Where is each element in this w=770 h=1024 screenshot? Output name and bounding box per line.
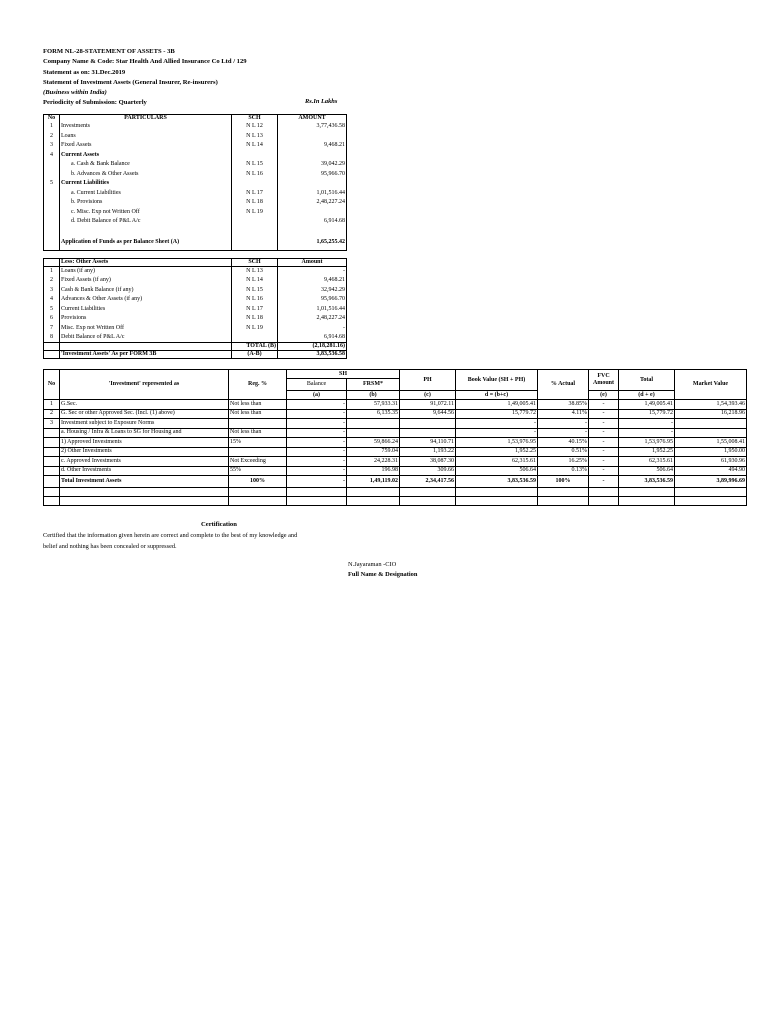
row-number: 6 <box>44 314 60 324</box>
row-amount: 39,042.29 <box>278 160 347 170</box>
row-amount: 1,65,255.42 <box>278 236 347 250</box>
row-frsm: 59,866.24 <box>347 438 400 448</box>
row-number <box>44 438 60 448</box>
row-market-value: 61,930.96 <box>675 457 747 467</box>
row-balance: - <box>287 409 347 419</box>
blank-row <box>44 497 747 506</box>
row-amount: 32,942.29 <box>278 286 347 296</box>
col-header-market-value: Market Value <box>675 370 747 400</box>
row-market-value <box>675 428 747 438</box>
row-sch: N L 14 <box>232 141 278 151</box>
row-book-value: 506.64 <box>456 466 538 476</box>
row-particulars: Loans (if any) <box>60 267 232 277</box>
col-header-book-value: Book Value (SH + PH) <box>456 370 538 391</box>
total-b-value: (2,18,281.16) <box>278 343 347 351</box>
row-amount: 95,966.70 <box>278 295 347 305</box>
row-actual: 38.85% <box>538 400 589 410</box>
row-actual: - <box>538 428 589 438</box>
row-reg: Not Exceeding <box>229 457 287 467</box>
col-header-amount: AMOUNT <box>278 115 347 123</box>
row-balance: - <box>287 466 347 476</box>
row-ph <box>400 419 456 429</box>
signature-block <box>348 560 417 580</box>
row-amount: 6,914.68 <box>278 217 347 227</box>
row-sch: N L 18 <box>232 198 278 208</box>
row-frsm <box>347 419 400 429</box>
row-actual: 40.15% <box>538 438 589 448</box>
col-header-sh: SH <box>287 370 400 379</box>
row-sch: N L 17 <box>232 189 278 199</box>
balance-sheet-rows <box>44 122 347 250</box>
col-header-investment: 'Investment' represented as <box>60 370 229 400</box>
row-reg: Not less than <box>229 409 287 419</box>
row-frsm <box>347 428 400 438</box>
row-ph: 38,087.30 <box>400 457 456 467</box>
total-total: 3,83,536.59 <box>619 476 675 488</box>
total-market-value: 3,89,996.69 <box>675 476 747 488</box>
col-label-b: (b) <box>347 391 400 400</box>
row-investment: c. Approved Investments <box>60 457 229 467</box>
row-reg: 55% <box>229 466 287 476</box>
table-row <box>44 466 747 476</box>
row-number: 1 <box>44 122 60 132</box>
table-row <box>44 457 747 467</box>
table-row <box>44 179 347 189</box>
row-reg: Not less than <box>229 400 287 410</box>
row-total: - <box>619 428 675 438</box>
row-particulars: a. Cash & Bank Balance <box>60 160 232 170</box>
row-particulars: Application of Funds as per Balance Sheet (A) <box>60 236 232 250</box>
total-book-value: 3,83,536.59 <box>456 476 538 488</box>
row-total: 15,779.72 <box>619 409 675 419</box>
row-ph: 91,072.11 <box>400 400 456 410</box>
table-row <box>44 122 347 132</box>
total-balance: - <box>287 476 347 488</box>
row-frsm: 759.04 <box>347 447 400 457</box>
row-number: 1 <box>44 400 60 410</box>
row-number: 7 <box>44 324 60 334</box>
row-balance: - <box>287 438 347 448</box>
table-row <box>44 276 347 286</box>
row-investment: G. Sec or other Approved Sec. (Incl. (1) above) <box>60 409 229 419</box>
balance-sheet-table <box>43 114 347 251</box>
investment-assets-label: 'Investment Assets' As per FORM 3B <box>60 351 232 359</box>
row-number: 3 <box>44 141 60 151</box>
table-row <box>44 217 347 227</box>
table-row <box>44 198 347 208</box>
signatory-designation: Full Name & Designation <box>348 571 418 578</box>
row-number <box>44 160 60 170</box>
row-book-value: 1,53,976.95 <box>456 438 538 448</box>
row-frsm: 57,933.31 <box>347 400 400 410</box>
row-sch <box>232 236 278 250</box>
col-header-frsm: FRSM* <box>347 379 400 391</box>
row-amount: 6,914.68 <box>278 333 347 343</box>
table-row <box>44 267 347 277</box>
blank-row <box>44 488 747 497</box>
col-header-ph: PH <box>400 370 456 391</box>
col-header-no: No <box>44 115 60 123</box>
row-balance: - <box>287 400 347 410</box>
investment-assets-value: 3,83,536.58 <box>278 351 347 359</box>
investment-table <box>43 369 747 506</box>
row-amount: - <box>278 324 347 334</box>
row-market-value: 1,950.00 <box>675 447 747 457</box>
col-header-reg: Reg. % <box>229 370 287 400</box>
row-sch: N L 17 <box>232 305 278 315</box>
row-amount <box>278 208 347 218</box>
row-investment: a. Housing / Infra & Loans to SG for Housing and <box>60 428 229 438</box>
row-fvc: - <box>589 409 619 419</box>
row-sch: N L 13 <box>232 132 278 142</box>
table-row <box>44 295 347 305</box>
row-number: 2 <box>44 132 60 142</box>
row-market-value: 16,218.96 <box>675 409 747 419</box>
row-book-value: 1,49,005.41 <box>456 400 538 410</box>
row-number <box>44 227 60 237</box>
form-header <box>43 47 247 109</box>
row-sch <box>232 217 278 227</box>
table-row <box>44 227 347 237</box>
row-amount: 9,468.21 <box>278 141 347 151</box>
table-row <box>44 409 747 419</box>
row-total: 1,53,976.95 <box>619 438 675 448</box>
row-number: 4 <box>44 295 60 305</box>
row-number: 3 <box>44 419 60 429</box>
row-market-value: 1,55,008.41 <box>675 438 747 448</box>
col-header-amount: Amount <box>278 259 347 267</box>
row-balance: - <box>287 447 347 457</box>
row-number: 2 <box>44 276 60 286</box>
table-row <box>44 333 347 343</box>
row-number <box>44 217 60 227</box>
row-number <box>44 447 60 457</box>
row-number: 3 <box>44 286 60 296</box>
table-row <box>44 324 347 334</box>
row-number <box>44 428 60 438</box>
row-total: - <box>619 419 675 429</box>
row-reg: Not less than <box>229 428 287 438</box>
col-label-a: (a) <box>287 391 347 400</box>
table-row <box>44 189 347 199</box>
row-ph <box>400 428 456 438</box>
other-assets-rows <box>44 267 347 343</box>
row-sch: N L 15 <box>232 160 278 170</box>
row-amount: 2,48,227.24 <box>278 198 347 208</box>
col-label-d: d = (b+c) <box>456 391 538 400</box>
total-ph: 2,34,417.56 <box>400 476 456 488</box>
row-particulars: Loans <box>60 132 232 142</box>
col-label-de: (d + e) <box>619 391 675 400</box>
row-amount: 95,966.70 <box>278 170 347 180</box>
row-ph: 1,193.22 <box>400 447 456 457</box>
row-sch: N L 15 <box>232 286 278 296</box>
row-amount: 1,01,516.44 <box>278 305 347 315</box>
row-total: 1,49,005.41 <box>619 400 675 410</box>
row-actual: 16.25% <box>538 457 589 467</box>
row-particulars: Current Liabilities <box>60 305 232 315</box>
row-investment: 1) Approved Investments <box>60 438 229 448</box>
table-row <box>44 314 347 324</box>
table-row <box>44 305 347 315</box>
row-fvc: - <box>589 457 619 467</box>
table-row <box>44 141 347 151</box>
row-investment: 2) Other Investments <box>60 447 229 457</box>
row-particulars: b. Provisions <box>60 198 232 208</box>
company-name: Company Name & Code: Star Health And Allied Insurance Co Ltd / 129 <box>43 58 247 66</box>
table-row <box>44 132 347 142</box>
row-amount: 2,48,227.24 <box>278 314 347 324</box>
row-particulars: Debit Balance of P&L A/c <box>60 333 232 343</box>
row-amount: 1,01,516.44 <box>278 189 347 199</box>
row-particulars: Investments <box>60 122 232 132</box>
row-fvc: - <box>589 438 619 448</box>
row-actual: 4.11% <box>538 409 589 419</box>
table-row <box>44 170 347 180</box>
investment-assets-sch: (A-B) <box>232 351 278 359</box>
row-particulars: Current Assets <box>60 151 232 161</box>
row-market-value <box>675 419 747 429</box>
row-total: 1,952.25 <box>619 447 675 457</box>
row-number: 1 <box>44 267 60 277</box>
row-number: 2 <box>44 409 60 419</box>
row-particulars: a. Current Liabilities <box>60 189 232 199</box>
row-sch <box>232 333 278 343</box>
row-particulars: Cash & Bank Balance (if any) <box>60 286 232 296</box>
table-row <box>44 236 347 250</box>
certification-line: belief and nothing has been concealed or suppressed. <box>43 543 177 550</box>
signatory-name: N.Jayaraman -CIO <box>348 561 397 568</box>
row-sch: N L 19 <box>232 208 278 218</box>
row-book-value: 1,952.25 <box>456 447 538 457</box>
form-title: FORM NL-28-STATEMENT OF ASSETS - 3B <box>43 48 175 55</box>
row-sch: N L 14 <box>232 276 278 286</box>
row-number <box>44 198 60 208</box>
row-number <box>44 208 60 218</box>
table-row <box>44 208 347 218</box>
col-label-c: (c) <box>400 391 456 400</box>
total-reg: 100% <box>229 476 287 488</box>
row-particulars: c. Misc. Exp not Written Off <box>60 208 232 218</box>
table-row <box>44 286 347 296</box>
row-number <box>44 457 60 467</box>
row-number: 5 <box>44 305 60 315</box>
row-book-value: - <box>456 428 538 438</box>
row-sch <box>232 179 278 189</box>
total-row <box>44 476 747 488</box>
row-number: 5 <box>44 179 60 189</box>
row-particulars: Misc. Exp not Written Off <box>60 324 232 334</box>
row-particulars: Provisions <box>60 314 232 324</box>
row-particulars: b. Advances & Other Assets <box>60 170 232 180</box>
row-particulars <box>60 227 232 237</box>
table-row <box>44 400 747 410</box>
row-investment: G.Sec. <box>60 400 229 410</box>
row-actual: 0.13% <box>538 466 589 476</box>
total-b-label: TOTAL (B) <box>232 343 278 351</box>
row-actual: 0.51% <box>538 447 589 457</box>
col-header-particulars: PARTICULARS <box>60 115 232 123</box>
row-amount <box>278 132 347 142</box>
other-assets-table <box>43 258 347 359</box>
row-market-value: 1,54,393.46 <box>675 400 747 410</box>
row-ph: 94,110.71 <box>400 438 456 448</box>
row-number <box>44 189 60 199</box>
table-row <box>44 428 747 438</box>
row-fvc: - <box>589 466 619 476</box>
row-number <box>44 466 60 476</box>
row-sch: N L 16 <box>232 295 278 305</box>
row-amount: 3,77,436.58 <box>278 122 347 132</box>
units-label: Rs.In Lakhs <box>305 98 338 105</box>
statement-description: Statement of Investment Assets (General Insurer, Re-insurers) <box>43 78 218 86</box>
row-amount: 9,468.21 <box>278 276 347 286</box>
row-reg: 15% <box>229 438 287 448</box>
table-row <box>44 151 347 161</box>
row-book-value: 62,315.61 <box>456 457 538 467</box>
col-header-sch: SCH <box>232 115 278 123</box>
col-header-fvc: FVC Amount <box>589 370 619 391</box>
total-label: Total Investment Assets <box>60 476 229 488</box>
row-investment: d. Other Investments <box>60 466 229 476</box>
row-particulars: Advances & Other Assets (if any) <box>60 295 232 305</box>
col-header-total: Total <box>619 370 675 391</box>
row-particulars: Fixed Assets (if any) <box>60 276 232 286</box>
row-frsm: 24,228.31 <box>347 457 400 467</box>
row-fvc: - <box>589 419 619 429</box>
row-fvc: - <box>589 428 619 438</box>
total-frsm: 1,49,119.02 <box>347 476 400 488</box>
total-actual: 100% <box>538 476 589 488</box>
statement-date: Statement as on: 31.Dec.2019 <box>43 68 126 76</box>
certification-line: Certified that the information given herein are correct and complete to the best of my knowledge and <box>43 532 298 539</box>
row-sch: N L 12 <box>232 122 278 132</box>
row-fvc: - <box>589 447 619 457</box>
row-book-value: - <box>456 419 538 429</box>
row-amount: - <box>278 267 347 277</box>
row-ph: 9,644.56 <box>400 409 456 419</box>
business-scope: (Business within India) <box>43 89 107 97</box>
row-sch: N L 18 <box>232 314 278 324</box>
row-reg <box>229 447 287 457</box>
row-balance: - <box>287 419 347 429</box>
row-actual: - <box>538 419 589 429</box>
table-row <box>44 160 347 170</box>
row-total: 506.64 <box>619 466 675 476</box>
row-frsm: 6,135.35 <box>347 409 400 419</box>
col-header-actual: % Actual <box>538 370 589 400</box>
row-sch <box>232 151 278 161</box>
row-particulars: Current Liabilities <box>60 179 232 189</box>
row-total: 62,315.61 <box>619 457 675 467</box>
certification-title: Certification <box>201 521 237 528</box>
row-frsm: 196.98 <box>347 466 400 476</box>
col-header-less-other-assets: Less: Other Assets <box>60 259 232 267</box>
certification-text <box>43 530 403 552</box>
row-book-value: 15,779.72 <box>456 409 538 419</box>
row-sch <box>232 227 278 237</box>
col-header-no: No <box>44 370 60 400</box>
row-number <box>44 236 60 250</box>
row-number: 8 <box>44 333 60 343</box>
row-number <box>44 170 60 180</box>
table-row <box>44 438 747 448</box>
col-header-sch: SCH <box>232 259 278 267</box>
row-sch: N L 16 <box>232 170 278 180</box>
row-particulars: Fixed Assets <box>60 141 232 151</box>
row-investment: Investment subject to Exposure Norms <box>60 419 229 429</box>
periodicity: Periodicity of Submission: Quarterly <box>43 99 147 107</box>
row-reg <box>229 419 287 429</box>
row-amount <box>278 227 347 237</box>
table-row <box>44 447 747 457</box>
row-amount <box>278 151 347 161</box>
row-fvc: - <box>589 400 619 410</box>
row-sch: N L 13 <box>232 267 278 277</box>
col-header-balance: Balance <box>287 379 347 391</box>
row-balance: - <box>287 428 347 438</box>
row-number: 4 <box>44 151 60 161</box>
total-fvc: - <box>589 476 619 488</box>
table-row <box>44 419 747 429</box>
row-sch: N L 19 <box>232 324 278 334</box>
row-ph: 309.66 <box>400 466 456 476</box>
row-market-value: 494.90 <box>675 466 747 476</box>
row-amount <box>278 179 347 189</box>
row-particulars: d. Debit Balance of P&L A/c <box>60 217 232 227</box>
col-label-e: (e) <box>589 391 619 400</box>
investment-rows <box>44 400 747 476</box>
row-balance: - <box>287 457 347 467</box>
